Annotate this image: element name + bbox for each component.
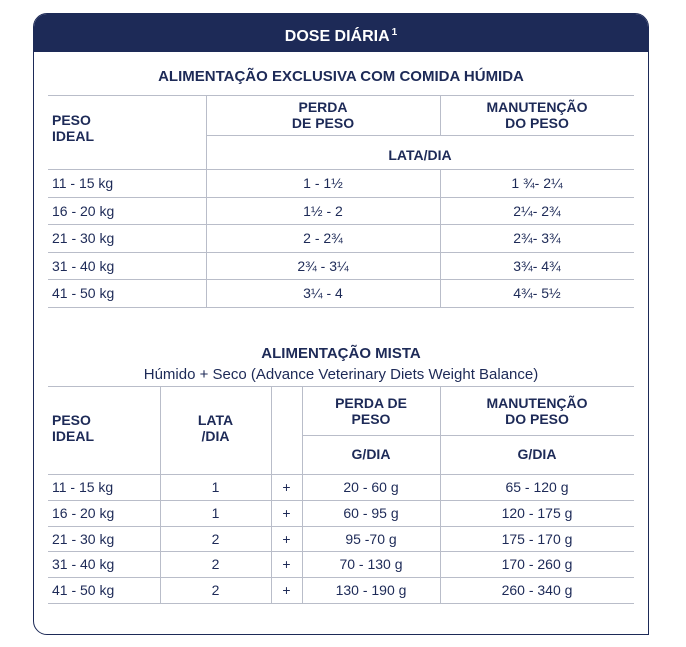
table1-row-rule [48,279,634,280]
table1-cell-loss: 2 - 2¾ [303,230,343,247]
table1-row-rule [48,252,634,253]
table2-title: ALIMENTAÇÃO MISTA [261,345,421,362]
table2-cell-plus: + [282,582,291,599]
col-loss-line2: DE PESO [291,115,355,131]
t2-col-maint-line1: MANUTENÇÃO [486,395,588,411]
table1-cell-weight: 16 - 20 kg [52,202,115,219]
t2-col-weight-line2: IDEAL [52,428,94,444]
table1-row-rule [48,307,634,308]
col-maint-line2: DO PESO [505,115,569,131]
table1-cell-maint: 1 ¾- 2¼ [511,175,563,191]
table1-cell-maint: 3¾- 4¾ [513,257,561,274]
table1-col-weight [52,112,94,144]
table2-cell-plus: + [282,479,291,495]
dose-card [33,13,649,635]
table2-cell-loss: 95 -70 g [345,530,397,547]
table2-cell-loss: 70 - 130 g [339,556,403,573]
table2-cell-can: 2 [211,582,220,599]
table1-cell-weight: 31 - 40 kg [52,257,115,274]
card-header [34,14,648,52]
table2-cell-can: 1 [211,504,220,521]
table2-cell-can: 1 [211,479,220,495]
table1-cell-loss: 1 - 1½ [303,175,343,191]
table2-subtitle: Húmido + Seco (Advance Veterinary Diets Weight Balance) [143,366,539,383]
table2-unit-maint: G/DIA [517,446,557,462]
table2-row-rule [48,603,634,604]
table2-cell-loss: 60 - 95 g [343,504,399,521]
table2-cell-maint: 170 - 260 g [501,556,573,573]
footnote-marker: 1 [391,27,398,38]
table2-cell-maint: 65 - 120 g [505,479,569,495]
table1-cell-maint: 2¼- 2¾ [513,202,561,219]
table1-row-rule [48,224,634,225]
table1-cell-maint: 4¾- 5½ [513,285,561,302]
table2-cell-weight: 11 - 15 kg [52,479,114,495]
t2-col-loss-line1: PERDA DE [335,395,407,411]
table2-row-rule [48,500,634,501]
table2-body-rule [48,474,634,475]
table1-cell-loss: 1½ - 2 [303,202,343,219]
table2-top-rule [48,386,634,387]
table1-unit: LATA/DIA [388,147,452,163]
table2-cell-loss: 130 - 190 g [335,582,407,599]
table1-cell-weight: 41 - 50 kg [52,285,115,302]
table1-cell-weight: 21 - 30 kg [52,230,115,247]
table2-cell-plus: + [282,504,291,521]
table2-cell-plus: + [282,556,291,573]
table2-header-rule [302,435,634,436]
t2-col-can-line1: LATA [197,412,234,428]
table2-cell-can: 2 [211,530,220,547]
table2-col-can [160,412,271,444]
table2-cell-maint: 120 - 175 g [501,504,573,521]
table1-vline-2a [440,95,441,135]
table1-cell-loss: 3¼ - 4 [303,285,343,302]
table2-cell-weight: 21 - 30 kg [52,530,115,547]
t2-col-weight-line1: PESO [52,412,91,428]
table2-cell-can: 2 [211,556,220,573]
table1-top-rule [48,95,634,96]
t2-col-loss-line2: PESO [351,411,391,427]
table2-cell-weight: 31 - 40 kg [52,556,115,573]
table2-cell-maint: 175 - 170 g [501,530,573,547]
table2-cell-weight: 41 - 50 kg [52,582,115,599]
table2-cell-plus: + [282,530,291,547]
table2-cell-weight: 16 - 20 kg [52,504,115,521]
table1-row-rule [48,197,634,198]
table2-row-rule [48,526,634,527]
table2-col-maint [440,395,634,427]
table1-cell-loss: 2¾ - 3¼ [297,257,349,274]
table1-vline-1 [206,95,207,307]
table1-header-rule [206,135,634,136]
table2-unit-loss: G/DIA [351,446,391,462]
table2-cell-maint: 260 - 340 g [501,582,573,599]
t2-col-can-line2: /DIA [201,428,230,444]
table2-row-rule [48,551,634,552]
table1-col-maint [440,99,634,131]
table2-col-weight [52,412,94,444]
table2-cell-loss: 20 - 60 g [343,479,399,495]
table1-body-rule [48,169,634,170]
table2-row-rule [48,577,634,578]
table1-cell-weight: 11 - 15 kg [52,175,114,191]
col-loss-line1: PERDA [298,99,348,115]
col-weight-line1: PESO [52,112,91,128]
table1-title: ALIMENTAÇÃO EXCLUSIVA COM COMIDA HÚMIDA [158,68,524,85]
header-title: DOSE DIÁRIA [284,28,390,45]
col-maint-line1: MANUTENÇÃO [486,99,588,115]
table1-cell-maint: 2¾- 3¾ [513,230,561,247]
col-weight-line2: IDEAL [52,128,94,144]
table1-col-loss [206,99,440,131]
t2-col-maint-line2: DO PESO [505,411,569,427]
table2-col-loss [302,395,440,427]
